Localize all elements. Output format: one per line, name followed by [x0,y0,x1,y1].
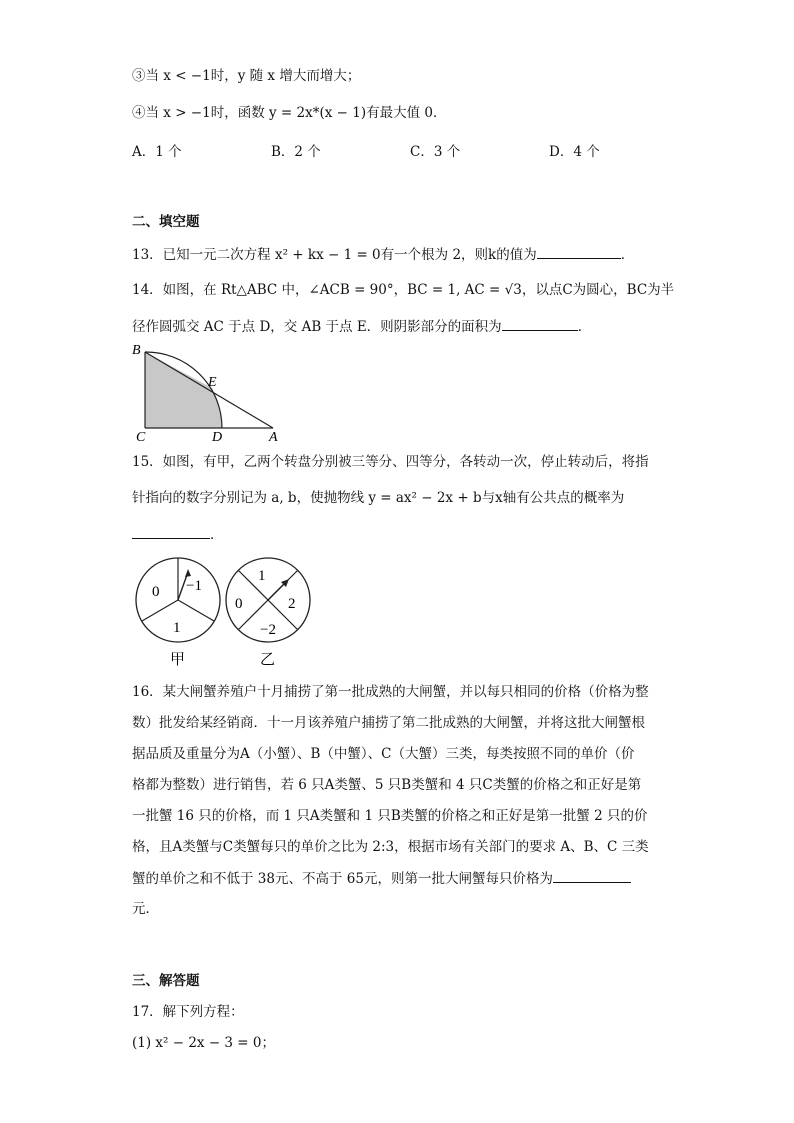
option-c: C．3 个 [410,144,461,160]
option-b: B．2 个 [271,144,321,160]
label-c: C [136,430,146,445]
spinner-jia-number-1: 1 [173,620,181,636]
question-15-line3 [132,524,224,545]
q14-blank [502,316,578,331]
label-b: B [132,343,141,358]
pointer-yi [268,582,286,600]
question-16-line4: 格都为整数）进行销售，若 6 只A类蟹、5 只B类蟹和 4 只C类蟹的价格之和正好是第 [132,777,642,793]
section-2-heading: 二、填空题 [132,214,200,230]
spinner-yi-number-neg2: −2 [260,622,276,638]
option-d: D．4 个 [549,144,600,160]
question-16-line2: 数）批发给某经销商．十一月该养殖户捕捞了第二批成熟的大闸蟹，并将这批大闸蟹根 [132,715,645,731]
q13-text: 13．已知一元二次方程 x² + kx − 1 = 0有一个根为 2，则k的值为 [132,247,537,263]
question-17: 17．解下列方程： [132,1004,244,1020]
question-15-line2: 针指向的数字分别记为 a, b，使抛物线 y = ax² − 2x + b与x轴有公共点的概率为 [132,490,625,506]
q16-text: 蟹的单价之和不低于 38元、不高于 65元，则第一批大闸蟹每只价格为 [132,871,553,887]
question-16-line7 [132,868,631,889]
spinners-figure [130,556,330,672]
question-16-end: 元． [132,901,159,917]
q15-blank [132,524,210,539]
option-a: A．1 个 [132,144,182,160]
question-14-line1: 14．如图，在 Rt△ABC 中，∠ACB = 90°，BC = 1, AC = √3，以点C为圆心，BC为半 [132,282,675,298]
item-3: ③当 x < −1时，y 随 x 增大而增大； [132,68,361,84]
label-a: A [269,430,278,445]
question-14-line2 [132,316,591,337]
question-17-sub1: (1) x² − 2x − 3 = 0； [132,1035,276,1051]
triangle-figure [128,340,288,446]
spinner-jia-caption: 甲 [170,652,186,668]
q14-text: 径作圆弧交 AC 于点 D，交 AB 于点 E．则阴影部分的面积为 [132,319,502,335]
question-13 [132,244,634,265]
question-16-line5: 一批蟹 16 只的价格，而 1 只A类蟹和 1 只B类蟹的价格之和正好是第一批蟹 2 只的价 [132,808,648,824]
q14-end: ． [577,319,592,335]
spinner-yi-number-1: 1 [258,568,266,584]
question-16-line3: 据品质及重量分为A（小蟹）、B（中蟹）、C（大蟹）三类，每类按照不同的单价（价 [132,746,635,762]
question-16-line1: 16．某大闸蟹养殖户十月捕捞了第一批成熟的大闸蟹，并以每只相同的价格（价格为整 [132,684,649,700]
spinner-yi-caption: 乙 [260,652,276,668]
spinner-jia-number-0: 0 [152,584,160,600]
q13-end: ． [620,247,635,263]
label-d: D [212,430,223,445]
spinner-yi-number-0: 0 [235,596,243,612]
shaded-region-fill [145,352,222,428]
question-16-line6: 格，且A类蟹与C类蟹每只的单价之比为 2:3，根据市场有关部门的要求 A、B、C 三类 [132,839,649,855]
q13-blank [537,244,621,259]
spinner-yi-number-2: 2 [288,596,296,612]
spinner-jia [136,558,220,668]
q16-blank [553,868,631,883]
label-e: E [208,375,217,390]
spinner-yi [226,558,310,668]
q15-end: ． [210,527,224,543]
question-15-line1: 15．如图，有甲，乙两个转盘分别被三等分、四等分，各转动一次，停止转动后，将指 [132,454,649,470]
item-4: ④当 x > −1时，函数 y = 2x*(x − 1)有最大值 0． [132,105,447,121]
section-3-heading: 三、解答题 [132,973,200,989]
spinner-jia-number-neg1: −1 [186,578,202,594]
